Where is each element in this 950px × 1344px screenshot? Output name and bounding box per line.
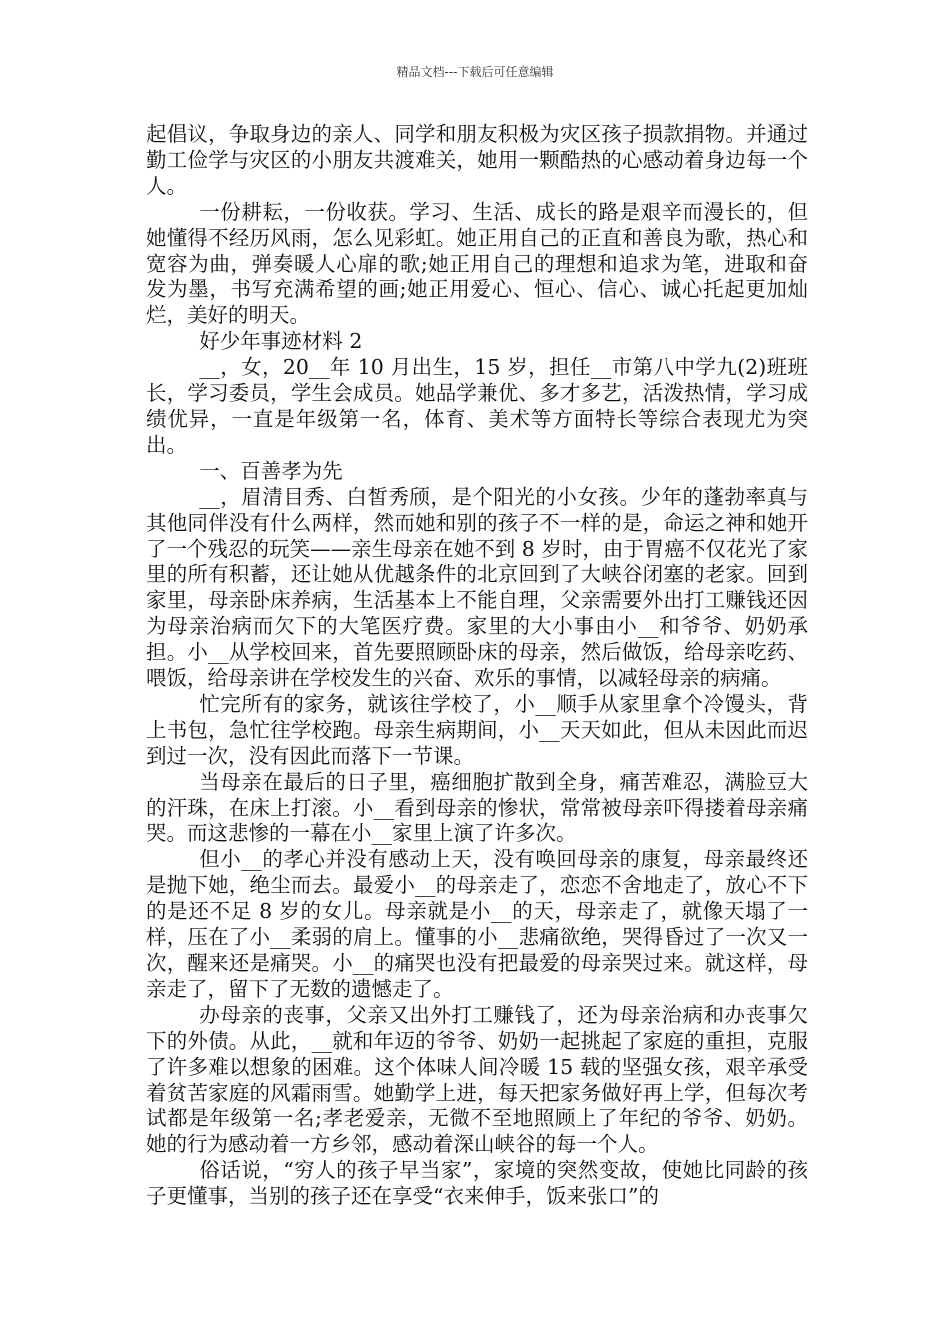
page-header: 精品文档---下载后可任意编辑 — [396, 65, 554, 79]
paragraph-7: 但小__的孝心并没有感动上天，没有唤回母亲的康复，母亲最终还是抛下她，绝尘而去。最爱小__的母亲走了，恋恋不舍地走了，放心不下的是还不足 8 岁的女儿。母亲就是小__的天，母亲走了，就像天塌了一样，压在了小__柔弱的肩上。懂事的小__悲痛欲绝，哭得昏过了一次又一次，醒来还是痛哭。小__的痛哭也没有把最爱的母亲哭过来。就这样，母亲走了，留下了无数的遗憾走了。 — [146, 847, 808, 1001]
paragraph-8: 办母亲的丧事，父亲又出外打工赚钱了，还为母亲治病和办丧事欠下的外债。从此，__就和年迈的爷爷、奶奶一起挑起了家庭的重担，克服了许多难以想象的困难。这个体味人间冷暖 15 载的坚强女孩，艰辛承受着贫苦家庭的风霜雨雪。她勤学上进，每天把家务做好再上学，但每次考试都是年级第一名;孝老爱亲，无微不至地照顾上了年纪的爷爷、奶奶。她的行为感动着一方乡邻，感动着深山峡谷的每一个人。 — [146, 1002, 808, 1157]
paragraph-9: 俗话说，“穷人的孩子早当家”，家境的突然变故，使她比同龄的孩子更懂事，当别的孩子还在享受“衣来伸手，饭来张口”的 — [146, 1158, 808, 1209]
section-title: 好少年事迹材料 2 — [199, 329, 363, 354]
document-body — [146, 122, 808, 1210]
paragraph-6: 当母亲在最后的日子里，癌细胞扩散到全身，痛苦难忍，满脸豆大的汗珠，在床上打滚。小__看到母亲的惨状，常常被母亲吓得搂着母亲痛哭。而这悲惨的一幕在小__家里上演了许多次。 — [146, 769, 808, 846]
paragraph-3: __，女，20__年 10 月出生，15 岁，担任__市第八中学九(2)班班长，学习委员，学生会成员。她品学兼优、多才多艺，活泼热情，学习成绩优异，一直是年级第一名，体育、美术等方面特长等综合表现尤为突出。 — [146, 355, 808, 457]
subsection-title: 一、百善孝为先 — [199, 458, 343, 483]
paragraph-1: 起倡议，争取身边的亲人、同学和朋友积极为灾区孩子损款捐物。并通过勤工俭学与灾区的小朋友共渡难关，她用一颗酷热的心感动着身边每一个人。 — [146, 122, 808, 198]
paragraph-4: __，眉清目秀、白皙秀颀，是个阳光的小女孩。少年的蓬勃率真与其他同伴没有什么两样，然而她和别的孩子不一样的是，命运之神和她开了一个残忍的玩笑——亲生母亲在她不到 8 岁时，由于胃癌不仅花光了家里的所有积蓄，还让她从优越条件的北京回到了大峡谷闭塞的老家。回到家里，母亲卧床养病，生活基本上不能自理，父亲需要外出打工赚钱还因为母亲治病而欠下的大笔医疗费。家里的大小事由小__和爷爷、奶奶承担。小__从学校回来，首先要照顾卧床的母亲，然后做饭，给母亲吃药、喂饭，给母亲讲在学校发生的兴奋、欢乐的事情，以减轻母亲的病痛。 — [146, 484, 808, 691]
paragraph-2: 一份耕耘，一份收获。学习、生活、成长的路是艰辛而漫长的，但她懂得不经历风雨，怎么见彩虹。她正用自己的正直和善良为歌，热心和宽容为曲，弹奏暖人心扉的歌;她正用自己的理想和追求为笔，进取和奋发为墨，书写充满希望的画;她正用爱心、恒心、信心、诚心托起更加灿烂，美好的明天。 — [146, 199, 808, 328]
paragraph-5: 忙完所有的家务，就该往学校了，小__顺手从家里拿个冷馒头，背上书包，急忙往学校跑。母亲生病期间，小__天天如此，但从未因此而迟到过一次，没有因此而落下一节课。 — [146, 691, 808, 768]
